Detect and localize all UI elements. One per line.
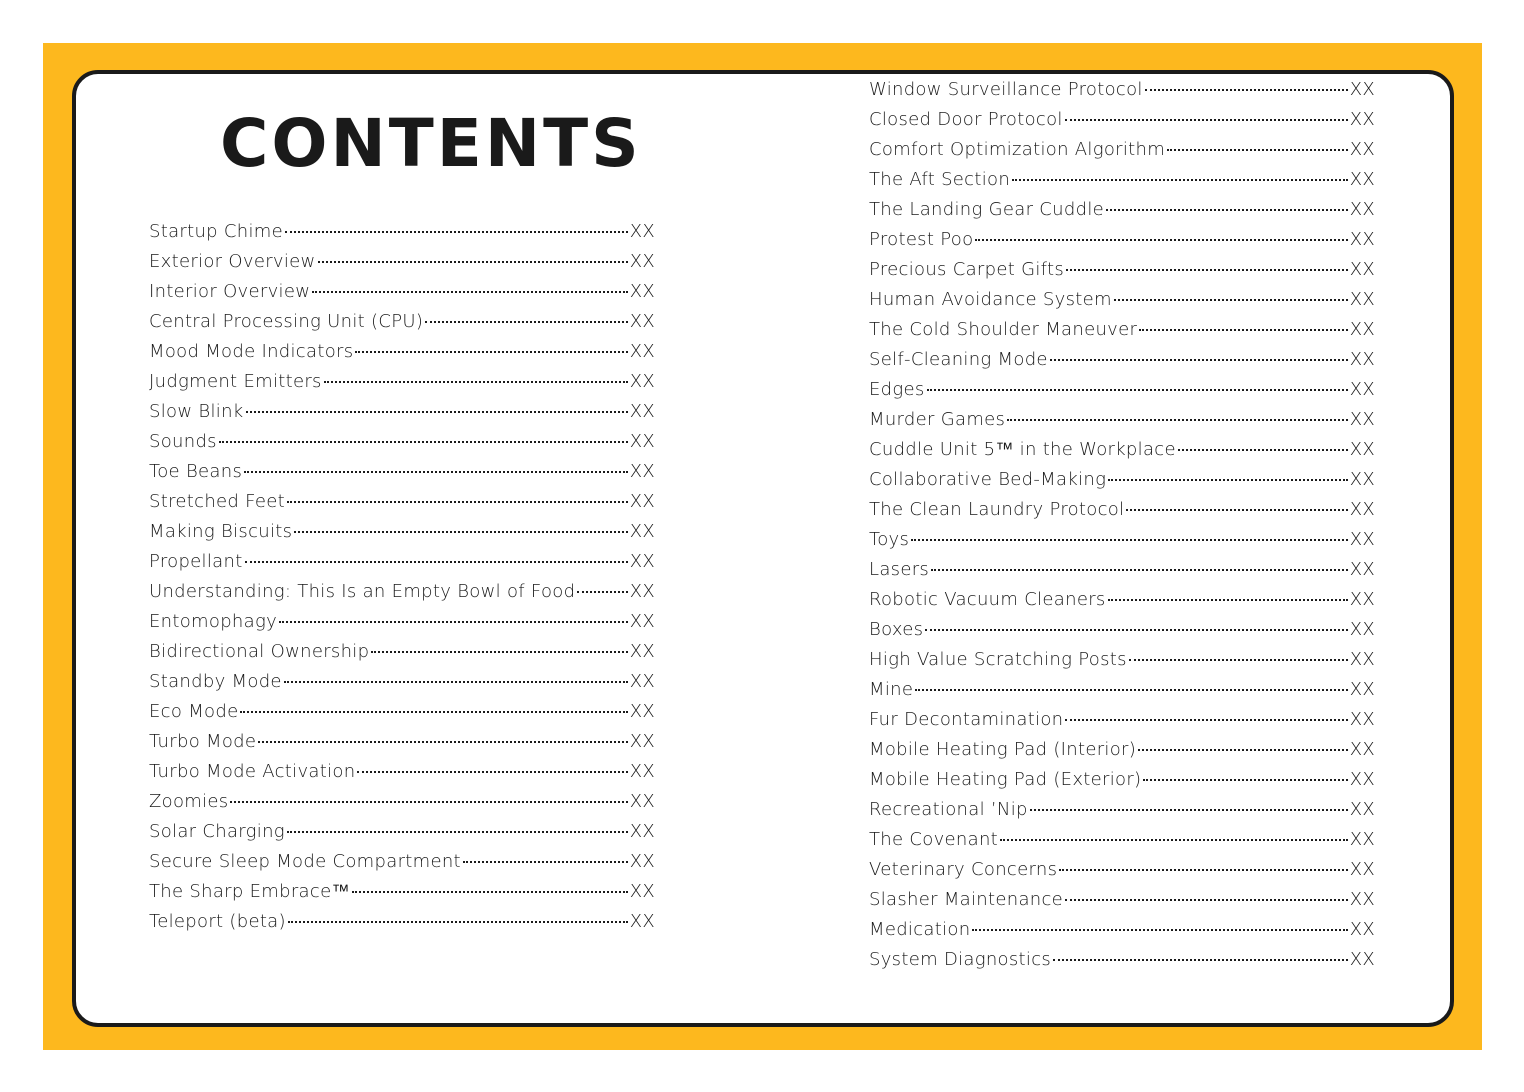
- toc-entry[interactable]: [149, 491, 655, 521]
- toc-entry-page-number: XX: [629, 761, 655, 782]
- toc-entry[interactable]: [869, 319, 1375, 349]
- toc-entry-label: Window Surveillance Protocol: [869, 79, 1143, 100]
- toc-left-column: [149, 221, 655, 941]
- toc-entry-page-number: XX: [629, 491, 655, 512]
- dot-leader: [279, 621, 628, 623]
- toc-entry-page-number: XX: [1349, 79, 1375, 100]
- dot-leader: [915, 689, 1348, 691]
- toc-entry-page-number: XX: [629, 281, 655, 302]
- toc-entry[interactable]: [149, 431, 655, 461]
- dot-leader: [1053, 959, 1348, 961]
- toc-entry-page-number: XX: [629, 521, 655, 542]
- toc-entry-label: Turbo Mode Activation: [149, 761, 356, 782]
- page-title: CONTENTS: [220, 105, 642, 182]
- toc-entry[interactable]: [869, 559, 1375, 589]
- dot-leader: [244, 471, 628, 473]
- dot-leader: [294, 531, 627, 533]
- toc-entry-page-number: XX: [629, 341, 655, 362]
- toc-entry[interactable]: [149, 671, 655, 701]
- toc-entry-label: Entomophagy: [149, 611, 278, 632]
- toc-entry-label: Slow Blink: [149, 401, 244, 422]
- toc-entry[interactable]: [869, 289, 1375, 319]
- toc-entry[interactable]: [869, 109, 1375, 139]
- toc-entry-page-number: XX: [1349, 409, 1375, 430]
- toc-entry-label: Startup Chime: [149, 221, 284, 242]
- toc-entry-page-number: XX: [1349, 949, 1375, 970]
- toc-entry-page-number: XX: [1349, 619, 1375, 640]
- dot-leader: [927, 389, 1348, 391]
- toc-entry[interactable]: [869, 679, 1375, 709]
- dot-leader: [318, 261, 628, 263]
- toc-entry-label: Toe Beans: [149, 461, 243, 482]
- dot-leader: [1050, 359, 1348, 361]
- toc-entry-page-number: XX: [629, 251, 655, 272]
- toc-entry-label: Closed Door Protocol: [869, 109, 1063, 130]
- toc-entry[interactable]: [869, 919, 1375, 949]
- toc-entry[interactable]: [149, 851, 655, 881]
- toc-entry-page-number: XX: [1349, 199, 1375, 220]
- toc-entry-label: Mood Mode Indicators: [149, 341, 354, 362]
- toc-entry-label: Teleport (beta): [149, 911, 286, 932]
- dot-leader: [1139, 329, 1348, 331]
- toc-entry-label: Comfort Optimization Algorithm: [869, 139, 1166, 160]
- dot-leader: [925, 629, 1347, 631]
- dot-leader: [1108, 479, 1348, 481]
- toc-entry-page-number: XX: [629, 221, 655, 242]
- toc-entry-page-number: XX: [629, 851, 655, 872]
- dot-leader: [1145, 89, 1348, 91]
- toc-entry-page-number: XX: [1349, 829, 1375, 850]
- toc-entry[interactable]: [869, 349, 1375, 379]
- dot-leader: [284, 681, 628, 683]
- toc-entry-page-number: XX: [629, 671, 655, 692]
- toc-entry-label: Self-Cleaning Mode: [869, 349, 1048, 370]
- dot-leader: [1007, 419, 1348, 421]
- toc-entry[interactable]: [149, 251, 655, 281]
- dot-leader: [230, 801, 627, 803]
- dot-leader: [1126, 509, 1347, 511]
- toc-entry-label: Standby Mode: [149, 671, 282, 692]
- toc-entry[interactable]: [149, 371, 655, 401]
- toc-entry-page-number: XX: [629, 881, 655, 902]
- toc-entry-page-number: XX: [629, 611, 655, 632]
- toc-entry-page-number: XX: [1349, 709, 1375, 730]
- toc-entry[interactable]: [869, 739, 1375, 769]
- toc-entry-page-number: XX: [1349, 349, 1375, 370]
- dot-leader: [1138, 749, 1348, 751]
- toc-entry-page-number: XX: [1349, 319, 1375, 340]
- toc-entry-label: Veterinary Concerns: [869, 859, 1058, 880]
- toc-entry-page-number: XX: [1349, 229, 1375, 250]
- toc-entry-label: Edges: [869, 379, 925, 400]
- toc-entry-page-number: XX: [629, 461, 655, 482]
- toc-entry[interactable]: [149, 401, 655, 431]
- toc-entry-label: Propellant: [149, 551, 243, 572]
- toc-entry-label: Stretched Feet: [149, 491, 285, 512]
- toc-entry-label: Bidirectional Ownership: [149, 641, 370, 662]
- dot-leader: [355, 351, 627, 353]
- toc-entry-label: Secure Sleep Mode Compartment: [149, 851, 461, 872]
- dot-leader: [1065, 899, 1348, 901]
- toc-entry[interactable]: [869, 379, 1375, 409]
- toc-entry-label: The Covenant: [869, 829, 999, 850]
- toc-entry-label: Slasher Maintenance: [869, 889, 1064, 910]
- dot-leader: [975, 239, 1347, 241]
- dot-leader: [425, 321, 628, 323]
- dot-leader: [911, 539, 1348, 541]
- dot-leader: [1065, 719, 1347, 721]
- toc-entry-label: Mobile Heating Pad (Exterior): [869, 769, 1142, 790]
- dot-leader: [371, 651, 627, 653]
- toc-entry-label: Fur Decontamination: [869, 709, 1064, 730]
- dot-leader: [245, 561, 628, 563]
- toc-entry-label: Recreational ’Nip: [869, 799, 1028, 820]
- toc-entry[interactable]: [869, 709, 1375, 739]
- toc-entry-label: System Diagnostics: [869, 949, 1052, 970]
- toc-entry-page-number: XX: [1349, 559, 1375, 580]
- toc-entry[interactable]: [869, 829, 1375, 859]
- dot-leader: [246, 411, 628, 413]
- toc-entry-page-number: XX: [1349, 769, 1375, 790]
- toc-entry-label: The Landing Gear Cuddle: [869, 199, 1105, 220]
- toc-entry-label: The Aft Section: [869, 169, 1011, 190]
- toc-entry-label: Boxes: [869, 619, 924, 640]
- toc-entry-label: Eco Mode: [149, 701, 239, 722]
- dot-leader: [240, 711, 627, 713]
- toc-entry[interactable]: [869, 859, 1375, 889]
- toc-entry-page-number: XX: [629, 701, 655, 722]
- toc-entry-page-number: XX: [1349, 649, 1375, 670]
- toc-entry[interactable]: [869, 199, 1375, 229]
- toc-entry[interactable]: [869, 499, 1375, 529]
- toc-entry-label: Human Avoidance System: [869, 289, 1112, 310]
- toc-entry-page-number: XX: [1349, 499, 1375, 520]
- toc-entry-page-number: XX: [629, 791, 655, 812]
- toc-entry[interactable]: [869, 439, 1375, 469]
- toc-entry-page-number: XX: [1349, 799, 1375, 820]
- toc-entry[interactable]: [149, 461, 655, 491]
- toc-entry[interactable]: [869, 469, 1375, 499]
- toc-entry-label: Understanding: This Is an Empty Bowl of Food: [149, 581, 576, 602]
- toc-entry[interactable]: [149, 731, 655, 761]
- toc-entry-page-number: XX: [1349, 469, 1375, 490]
- toc-entry-label: Precious Carpet Gifts: [869, 259, 1065, 280]
- toc-entry-label: Exterior Overview: [149, 251, 316, 272]
- dot-leader: [463, 861, 628, 863]
- dot-leader: [1178, 449, 1348, 451]
- toc-entry-page-number: XX: [629, 371, 655, 392]
- dot-leader: [1167, 149, 1348, 151]
- toc-entry[interactable]: [149, 821, 655, 851]
- toc-entry-page-number: XX: [1349, 589, 1375, 610]
- toc-entry[interactable]: [869, 229, 1375, 259]
- dot-leader: [258, 741, 627, 743]
- toc-entry-page-number: XX: [1349, 739, 1375, 760]
- toc-entry-label: Central Processing Unit (CPU): [149, 311, 424, 332]
- toc-entry-label: Turbo Mode: [149, 731, 257, 752]
- toc-entry-label: Interior Overview: [149, 281, 311, 302]
- toc-entry[interactable]: [149, 281, 655, 311]
- toc-entry[interactable]: [869, 139, 1375, 169]
- toc-entry[interactable]: [149, 581, 655, 611]
- dot-leader: [1030, 809, 1348, 811]
- toc-entry-page-number: XX: [1349, 889, 1375, 910]
- toc-entry-page-number: XX: [629, 731, 655, 752]
- toc-entry-label: Mine: [869, 679, 914, 700]
- toc-entry-label: The Cold Shoulder Maneuver: [869, 319, 1138, 340]
- toc-entry-label: High Value Scratching Posts: [869, 649, 1127, 670]
- toc-entry[interactable]: [149, 221, 655, 251]
- dot-leader: [1143, 779, 1347, 781]
- dot-leader: [931, 569, 1348, 571]
- toc-entry-page-number: XX: [629, 311, 655, 332]
- toc-right-column: [869, 79, 1375, 979]
- toc-entry-label: Cuddle Unit 5™ in the Workplace: [869, 439, 1176, 460]
- dot-leader: [972, 929, 1347, 931]
- toc-entry-page-number: XX: [629, 911, 655, 932]
- toc-entry-label: Mobile Heating Pad (Interior): [869, 739, 1137, 760]
- toc-entry-page-number: XX: [1349, 259, 1375, 280]
- toc-entry[interactable]: [149, 881, 655, 911]
- dot-leader: [1108, 599, 1348, 601]
- toc-entry-label: Murder Games: [869, 409, 1006, 430]
- dot-leader: [288, 921, 628, 923]
- toc-entry[interactable]: [869, 619, 1375, 649]
- toc-entry[interactable]: [869, 949, 1375, 979]
- dot-leader: [1012, 179, 1348, 181]
- toc-entry[interactable]: [149, 341, 655, 371]
- dot-leader: [219, 441, 628, 443]
- toc-entry[interactable]: [149, 551, 655, 581]
- toc-entry-label: The Clean Laundry Protocol: [869, 499, 1125, 520]
- toc-entry[interactable]: [149, 521, 655, 551]
- toc-entry-page-number: XX: [629, 431, 655, 452]
- toc-entry-page-number: XX: [1349, 859, 1375, 880]
- toc-entry-page-number: XX: [1349, 919, 1375, 940]
- toc-entry-page-number: XX: [629, 581, 655, 602]
- dot-leader: [1000, 839, 1348, 841]
- toc-entry-page-number: XX: [1349, 139, 1375, 160]
- dot-leader: [1106, 209, 1348, 211]
- toc-entry-page-number: XX: [629, 551, 655, 572]
- toc-entry[interactable]: [869, 259, 1375, 289]
- dot-leader: [1066, 269, 1348, 271]
- toc-entry-label: Robotic Vacuum Cleaners: [869, 589, 1106, 610]
- toc-entry-page-number: XX: [1349, 289, 1375, 310]
- dot-leader: [1129, 659, 1348, 661]
- toc-entry[interactable]: [869, 889, 1375, 919]
- dot-leader: [1059, 869, 1347, 871]
- toc-entry[interactable]: [869, 769, 1375, 799]
- dot-leader: [287, 501, 628, 503]
- toc-entry-page-number: XX: [1349, 439, 1375, 460]
- toc-entry-label: Judgment Emitters: [149, 371, 322, 392]
- toc-entry[interactable]: [869, 529, 1375, 559]
- toc-entry[interactable]: [869, 589, 1375, 619]
- toc-entry[interactable]: [869, 169, 1375, 199]
- toc-entry-label: The Sharp Embrace™: [149, 881, 350, 902]
- dot-leader: [324, 381, 628, 383]
- toc-entry[interactable]: [149, 791, 655, 821]
- toc-entry-label: Protest Poo: [869, 229, 974, 250]
- toc-entry-label: Lasers: [869, 559, 930, 580]
- toc-entry-page-number: XX: [1349, 169, 1375, 190]
- toc-entry-label: Toys: [869, 529, 910, 550]
- toc-entry[interactable]: [149, 611, 655, 641]
- dot-leader: [1065, 119, 1348, 121]
- toc-entry[interactable]: [149, 911, 655, 941]
- toc-entry-label: Making Biscuits: [149, 521, 293, 542]
- toc-entry[interactable]: [149, 701, 655, 731]
- dot-leader: [352, 891, 628, 893]
- toc-entry-label: Collaborative Bed-Making: [869, 469, 1107, 490]
- toc-entry-page-number: XX: [629, 821, 655, 842]
- toc-entry-label: Solar Charging: [149, 821, 285, 842]
- toc-entry[interactable]: [869, 649, 1375, 679]
- toc-entry[interactable]: [869, 79, 1375, 109]
- toc-entry-page-number: XX: [1349, 529, 1375, 550]
- toc-entry[interactable]: [149, 641, 655, 671]
- toc-entry-page-number: XX: [1349, 379, 1375, 400]
- dot-leader: [357, 771, 627, 773]
- toc-entry-page-number: XX: [1349, 109, 1375, 130]
- dot-leader: [577, 591, 627, 593]
- dot-leader: [1114, 299, 1348, 301]
- toc-entry[interactable]: [149, 761, 655, 791]
- dot-leader: [285, 231, 628, 233]
- toc-entry[interactable]: [869, 799, 1375, 829]
- toc-entry-page-number: XX: [629, 401, 655, 422]
- toc-entry-label: Medication: [869, 919, 971, 940]
- dot-leader: [312, 291, 628, 293]
- toc-entry-label: Zoomies: [149, 791, 229, 812]
- toc-entry[interactable]: [869, 409, 1375, 439]
- toc-entry-label: Sounds: [149, 431, 217, 452]
- toc-entry[interactable]: [149, 311, 655, 341]
- toc-entry-page-number: XX: [1349, 679, 1375, 700]
- toc-entry-page-number: XX: [629, 641, 655, 662]
- dot-leader: [287, 831, 628, 833]
